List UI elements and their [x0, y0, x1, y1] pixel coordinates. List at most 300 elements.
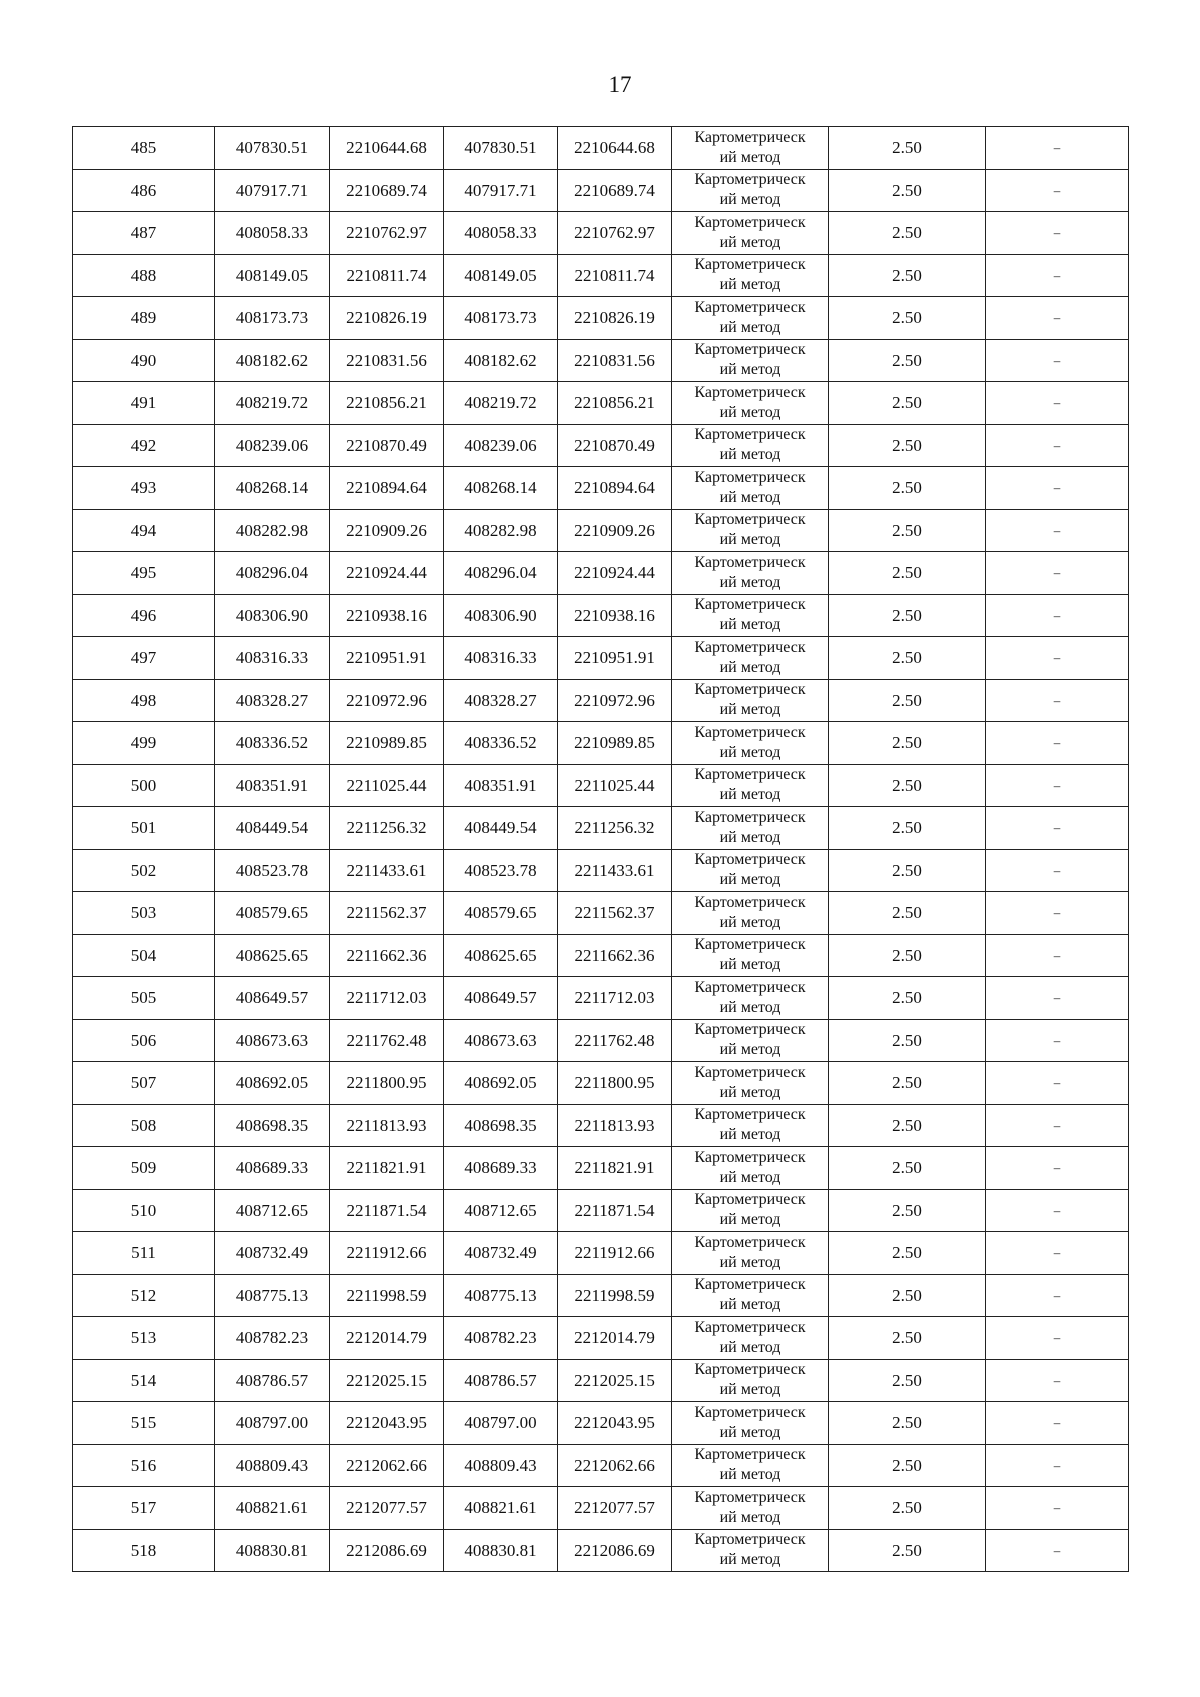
- method-cell: [672, 1104, 829, 1147]
- y-coordinate-cell: 2212014.79: [558, 1317, 672, 1360]
- point-number-cell: 485: [73, 127, 215, 170]
- point-number-cell: 514: [73, 1359, 215, 1402]
- note-cell: –: [986, 169, 1129, 212]
- method-cell: [672, 1189, 829, 1232]
- y-coordinate-cell: 2212086.69: [558, 1529, 672, 1572]
- point-number-cell: 510: [73, 1189, 215, 1232]
- method-text-line-1: Картометрическ: [694, 1446, 806, 1464]
- method-text-line-2: ий метод: [719, 786, 781, 804]
- method-text-line-1: Картометрическ: [694, 681, 806, 699]
- point-number-cell: 494: [73, 509, 215, 552]
- table-row: [73, 1402, 1129, 1445]
- method-text-line-2: ий метод: [719, 403, 781, 421]
- point-number-cell: 500: [73, 764, 215, 807]
- method-text-line-1: Картометрическ: [694, 468, 806, 486]
- x-coordinate-cell: 408775.13: [444, 1274, 558, 1317]
- y-coordinate-cell: 2210826.19: [558, 297, 672, 340]
- y-coordinate-cell: 2210689.74: [558, 169, 672, 212]
- x-coordinate-cell: 408328.27: [215, 679, 330, 722]
- y-coordinate-cell: 2211813.93: [558, 1104, 672, 1147]
- method-text-line-2: ий метод: [719, 616, 781, 634]
- method-cell: [672, 1317, 829, 1360]
- method-text-line-2: ий метод: [719, 828, 781, 846]
- method-text-line-2: ий метод: [719, 361, 781, 379]
- method-text-line-2: ий метод: [719, 743, 781, 761]
- method-text-line-2: ий метод: [719, 1423, 781, 1441]
- y-coordinate-cell: 2212086.69: [330, 1529, 444, 1572]
- table-row: [73, 637, 1129, 680]
- point-number-cell: 511: [73, 1232, 215, 1275]
- point-number-cell: 501: [73, 807, 215, 850]
- accuracy-cell: 2.50: [829, 594, 986, 637]
- table-row: [73, 1444, 1129, 1487]
- method-text-line-1: Картометрическ: [694, 766, 806, 784]
- method-cell: [672, 467, 829, 510]
- point-number-cell: 512: [73, 1274, 215, 1317]
- table-row: [73, 977, 1129, 1020]
- x-coordinate-cell: 408523.78: [444, 849, 558, 892]
- x-coordinate-cell: 408698.35: [215, 1104, 330, 1147]
- method-text-line-2: ий метод: [719, 531, 781, 549]
- note-cell: –: [986, 1529, 1129, 1572]
- method-text-line-1: Картометрическ: [694, 596, 806, 614]
- y-coordinate-cell: 2211912.66: [330, 1232, 444, 1275]
- note-cell: –: [986, 637, 1129, 680]
- point-number-cell: 502: [73, 849, 215, 892]
- note-cell: –: [986, 892, 1129, 935]
- method-text-line-2: ий метод: [719, 318, 781, 336]
- method-cell: [672, 552, 829, 595]
- x-coordinate-cell: 408821.61: [444, 1487, 558, 1530]
- x-coordinate-cell: 408689.33: [215, 1147, 330, 1190]
- accuracy-cell: 2.50: [829, 297, 986, 340]
- note-cell: –: [986, 807, 1129, 850]
- note-cell: –: [986, 127, 1129, 170]
- method-text-line-2: ий метод: [719, 1508, 781, 1526]
- y-coordinate-cell: 2211871.54: [330, 1189, 444, 1232]
- method-text-line-2: ий метод: [719, 148, 781, 166]
- table-row: [73, 169, 1129, 212]
- y-coordinate-cell: 2210894.64: [330, 467, 444, 510]
- table-row: [73, 552, 1129, 595]
- table-row: [73, 764, 1129, 807]
- method-text-line-1: Картометрическ: [694, 1191, 806, 1209]
- method-text-line-1: Картометрическ: [694, 1361, 806, 1379]
- table-row: [73, 594, 1129, 637]
- x-coordinate-cell: 408579.65: [444, 892, 558, 935]
- x-coordinate-cell: 408282.98: [444, 509, 558, 552]
- x-coordinate-cell: 408579.65: [215, 892, 330, 935]
- table-body: [73, 127, 1129, 1572]
- y-coordinate-cell: 2210938.16: [330, 594, 444, 637]
- point-number-cell: 493: [73, 467, 215, 510]
- accuracy-cell: 2.50: [829, 339, 986, 382]
- table-row: [73, 892, 1129, 935]
- method-text-line-1: Картометрическ: [694, 851, 806, 869]
- y-coordinate-cell: 2210924.44: [558, 552, 672, 595]
- method-text-line-1: Картометрическ: [694, 298, 806, 316]
- x-coordinate-cell: 408058.33: [444, 212, 558, 255]
- x-coordinate-cell: 408239.06: [444, 424, 558, 467]
- point-number-cell: 491: [73, 382, 215, 425]
- method-text-line-2: ий метод: [719, 1126, 781, 1144]
- x-coordinate-cell: 408449.54: [444, 807, 558, 850]
- method-text-line-1: Картометрическ: [694, 256, 806, 274]
- y-coordinate-cell: 2210989.85: [330, 722, 444, 765]
- x-coordinate-cell: 408182.62: [215, 339, 330, 382]
- accuracy-cell: 2.50: [829, 424, 986, 467]
- point-number-cell: 504: [73, 934, 215, 977]
- table-row: [73, 1062, 1129, 1105]
- note-cell: –: [986, 1359, 1129, 1402]
- method-text-line-1: Картометрическ: [694, 936, 806, 954]
- x-coordinate-cell: 408732.49: [215, 1232, 330, 1275]
- method-text-line-1: Картометрическ: [694, 553, 806, 571]
- x-coordinate-cell: 408797.00: [215, 1402, 330, 1445]
- y-coordinate-cell: 2211662.36: [330, 934, 444, 977]
- method-cell: [672, 807, 829, 850]
- method-text-line-1: Картометрическ: [694, 1148, 806, 1166]
- y-coordinate-cell: 2210689.74: [330, 169, 444, 212]
- y-coordinate-cell: 2211800.95: [330, 1062, 444, 1105]
- x-coordinate-cell: 408282.98: [215, 509, 330, 552]
- method-cell: [672, 254, 829, 297]
- method-cell: [672, 1147, 829, 1190]
- x-coordinate-cell: 407917.71: [215, 169, 330, 212]
- y-coordinate-cell: 2210909.26: [558, 509, 672, 552]
- method-cell: [672, 1402, 829, 1445]
- note-cell: –: [986, 1104, 1129, 1147]
- x-coordinate-cell: 408173.73: [444, 297, 558, 340]
- note-cell: –: [986, 339, 1129, 382]
- x-coordinate-cell: 408058.33: [215, 212, 330, 255]
- x-coordinate-cell: 407830.51: [215, 127, 330, 170]
- accuracy-cell: 2.50: [829, 1189, 986, 1232]
- accuracy-cell: 2.50: [829, 1529, 986, 1572]
- note-cell: –: [986, 1232, 1129, 1275]
- note-cell: –: [986, 594, 1129, 637]
- y-coordinate-cell: 2212077.57: [330, 1487, 444, 1530]
- table-row: [73, 424, 1129, 467]
- x-coordinate-cell: 408712.65: [444, 1189, 558, 1232]
- x-coordinate-cell: 408268.14: [215, 467, 330, 510]
- y-coordinate-cell: 2212025.15: [558, 1359, 672, 1402]
- y-coordinate-cell: 2210951.91: [330, 637, 444, 680]
- method-text-line-2: ий метод: [719, 233, 781, 251]
- note-cell: –: [986, 297, 1129, 340]
- accuracy-cell: 2.50: [829, 764, 986, 807]
- y-coordinate-cell: 2210811.74: [330, 254, 444, 297]
- accuracy-cell: 2.50: [829, 849, 986, 892]
- x-coordinate-cell: 408336.52: [215, 722, 330, 765]
- method-cell: [672, 1274, 829, 1317]
- x-coordinate-cell: 408328.27: [444, 679, 558, 722]
- method-text-line-2: ий метод: [719, 446, 781, 464]
- x-coordinate-cell: 408692.05: [444, 1062, 558, 1105]
- note-cell: –: [986, 467, 1129, 510]
- method-text-line-1: Картометрическ: [694, 383, 806, 401]
- accuracy-cell: 2.50: [829, 892, 986, 935]
- x-coordinate-cell: 408625.65: [444, 934, 558, 977]
- x-coordinate-cell: 408219.72: [215, 382, 330, 425]
- x-coordinate-cell: 407917.71: [444, 169, 558, 212]
- method-text-line-1: Картометрическ: [694, 1021, 806, 1039]
- method-text-line-1: Картометрическ: [694, 893, 806, 911]
- y-coordinate-cell: 2211998.59: [558, 1274, 672, 1317]
- method-text-line-2: ий метод: [719, 871, 781, 889]
- y-coordinate-cell: 2210951.91: [558, 637, 672, 680]
- point-number-cell: 507: [73, 1062, 215, 1105]
- note-cell: –: [986, 849, 1129, 892]
- method-cell: [672, 1359, 829, 1402]
- coordinates-table: [72, 126, 1129, 1572]
- y-coordinate-cell: 2211762.48: [330, 1019, 444, 1062]
- point-number-cell: 492: [73, 424, 215, 467]
- method-text-line-1: Картометрическ: [694, 1063, 806, 1081]
- method-text-line-1: Картометрическ: [694, 171, 806, 189]
- method-text-line-2: ий метод: [719, 956, 781, 974]
- method-cell: [672, 679, 829, 722]
- point-number-cell: 516: [73, 1444, 215, 1487]
- method-cell: [672, 1019, 829, 1062]
- x-coordinate-cell: 408649.57: [215, 977, 330, 1020]
- accuracy-cell: 2.50: [829, 722, 986, 765]
- method-text-line-2: ий метод: [719, 1041, 781, 1059]
- method-text-line-2: ий метод: [719, 1466, 781, 1484]
- x-coordinate-cell: 408316.33: [215, 637, 330, 680]
- table-row: [73, 1147, 1129, 1190]
- accuracy-cell: 2.50: [829, 679, 986, 722]
- note-cell: –: [986, 722, 1129, 765]
- x-coordinate-cell: 408732.49: [444, 1232, 558, 1275]
- note-cell: –: [986, 254, 1129, 297]
- method-cell: [672, 127, 829, 170]
- method-cell: [672, 1232, 829, 1275]
- y-coordinate-cell: 2211025.44: [330, 764, 444, 807]
- method-text-line-2: ий метод: [719, 573, 781, 591]
- table-row: [73, 1232, 1129, 1275]
- x-coordinate-cell: 408692.05: [215, 1062, 330, 1105]
- table-row: [73, 127, 1129, 170]
- method-text-line-1: Картометрическ: [694, 1403, 806, 1421]
- note-cell: –: [986, 509, 1129, 552]
- y-coordinate-cell: 2212025.15: [330, 1359, 444, 1402]
- point-number-cell: 518: [73, 1529, 215, 1572]
- point-number-cell: 509: [73, 1147, 215, 1190]
- method-cell: [672, 297, 829, 340]
- table-row: [73, 1274, 1129, 1317]
- method-cell: [672, 339, 829, 382]
- method-cell: [672, 1444, 829, 1487]
- method-cell: [672, 509, 829, 552]
- x-coordinate-cell: 408775.13: [215, 1274, 330, 1317]
- note-cell: –: [986, 934, 1129, 977]
- y-coordinate-cell: 2210831.56: [558, 339, 672, 382]
- y-coordinate-cell: 2211712.03: [558, 977, 672, 1020]
- x-coordinate-cell: 408786.57: [215, 1359, 330, 1402]
- method-cell: [672, 722, 829, 765]
- x-coordinate-cell: 408782.23: [444, 1317, 558, 1360]
- method-text-line-2: ий метод: [719, 998, 781, 1016]
- y-coordinate-cell: 2212077.57: [558, 1487, 672, 1530]
- method-cell: [672, 1487, 829, 1530]
- table-row: [73, 1019, 1129, 1062]
- x-coordinate-cell: 408673.63: [215, 1019, 330, 1062]
- x-coordinate-cell: 408809.43: [444, 1444, 558, 1487]
- method-cell: [672, 934, 829, 977]
- y-coordinate-cell: 2210856.21: [558, 382, 672, 425]
- table-row: [73, 934, 1129, 977]
- point-number-cell: 495: [73, 552, 215, 595]
- note-cell: –: [986, 1402, 1129, 1445]
- note-cell: –: [986, 1062, 1129, 1105]
- method-cell: [672, 212, 829, 255]
- table-row: [73, 297, 1129, 340]
- y-coordinate-cell: 2210831.56: [330, 339, 444, 382]
- x-coordinate-cell: 408336.52: [444, 722, 558, 765]
- y-coordinate-cell: 2210989.85: [558, 722, 672, 765]
- point-number-cell: 508: [73, 1104, 215, 1147]
- method-text-line-1: Картометрическ: [694, 341, 806, 359]
- x-coordinate-cell: 408173.73: [215, 297, 330, 340]
- x-coordinate-cell: 408351.91: [444, 764, 558, 807]
- x-coordinate-cell: 408351.91: [215, 764, 330, 807]
- x-coordinate-cell: 408830.81: [215, 1529, 330, 1572]
- table-row: [73, 679, 1129, 722]
- accuracy-cell: 2.50: [829, 1444, 986, 1487]
- table-row: [73, 1529, 1129, 1572]
- x-coordinate-cell: 408649.57: [444, 977, 558, 1020]
- y-coordinate-cell: 2211562.37: [330, 892, 444, 935]
- y-coordinate-cell: 2212043.95: [558, 1402, 672, 1445]
- method-text-line-2: ий метод: [719, 488, 781, 506]
- x-coordinate-cell: 408296.04: [215, 552, 330, 595]
- accuracy-cell: 2.50: [829, 552, 986, 595]
- point-number-cell: 515: [73, 1402, 215, 1445]
- method-text-line-2: ий метод: [719, 913, 781, 931]
- table-row: [73, 467, 1129, 510]
- point-number-cell: 517: [73, 1487, 215, 1530]
- x-coordinate-cell: 408712.65: [215, 1189, 330, 1232]
- accuracy-cell: 2.50: [829, 1274, 986, 1317]
- x-coordinate-cell: 408316.33: [444, 637, 558, 680]
- x-coordinate-cell: 408797.00: [444, 1402, 558, 1445]
- accuracy-cell: 2.50: [829, 382, 986, 425]
- method-cell: [672, 892, 829, 935]
- table-row: [73, 254, 1129, 297]
- y-coordinate-cell: 2211998.59: [330, 1274, 444, 1317]
- table-row: [73, 1317, 1129, 1360]
- method-text-line-1: Картометрическ: [694, 1276, 806, 1294]
- table-row: [73, 1487, 1129, 1530]
- accuracy-cell: 2.50: [829, 807, 986, 850]
- x-coordinate-cell: 407830.51: [444, 127, 558, 170]
- x-coordinate-cell: 408523.78: [215, 849, 330, 892]
- x-coordinate-cell: 408809.43: [215, 1444, 330, 1487]
- x-coordinate-cell: 408449.54: [215, 807, 330, 850]
- x-coordinate-cell: 408698.35: [444, 1104, 558, 1147]
- method-text-line-1: Картометрическ: [694, 1488, 806, 1506]
- table-row: [73, 1359, 1129, 1402]
- accuracy-cell: 2.50: [829, 467, 986, 510]
- x-coordinate-cell: 408786.57: [444, 1359, 558, 1402]
- point-number-cell: 505: [73, 977, 215, 1020]
- table-row: [73, 212, 1129, 255]
- method-text-line-1: Картометрическ: [694, 213, 806, 231]
- point-number-cell: 489: [73, 297, 215, 340]
- y-coordinate-cell: 2210826.19: [330, 297, 444, 340]
- y-coordinate-cell: 2210938.16: [558, 594, 672, 637]
- accuracy-cell: 2.50: [829, 509, 986, 552]
- note-cell: –: [986, 552, 1129, 595]
- note-cell: –: [986, 1317, 1129, 1360]
- x-coordinate-cell: 408625.65: [215, 934, 330, 977]
- method-text-line-2: ий метод: [719, 1211, 781, 1229]
- y-coordinate-cell: 2211562.37: [558, 892, 672, 935]
- method-text-line-2: ий метод: [719, 658, 781, 676]
- point-number-cell: 490: [73, 339, 215, 382]
- method-text-line-2: ий метод: [719, 701, 781, 719]
- note-cell: –: [986, 1444, 1129, 1487]
- table-row: [73, 849, 1129, 892]
- point-number-cell: 497: [73, 637, 215, 680]
- y-coordinate-cell: 2210894.64: [558, 467, 672, 510]
- accuracy-cell: 2.50: [829, 127, 986, 170]
- table-row: [73, 509, 1129, 552]
- method-text-line-1: Картометрическ: [694, 1106, 806, 1124]
- accuracy-cell: 2.50: [829, 934, 986, 977]
- accuracy-cell: 2.50: [829, 169, 986, 212]
- accuracy-cell: 2.50: [829, 1487, 986, 1530]
- x-coordinate-cell: 408830.81: [444, 1529, 558, 1572]
- y-coordinate-cell: 2211025.44: [558, 764, 672, 807]
- y-coordinate-cell: 2212062.66: [558, 1444, 672, 1487]
- accuracy-cell: 2.50: [829, 1147, 986, 1190]
- accuracy-cell: 2.50: [829, 1402, 986, 1445]
- accuracy-cell: 2.50: [829, 1062, 986, 1105]
- method-text-line-1: Картометрическ: [694, 978, 806, 996]
- table-row: [73, 339, 1129, 382]
- method-text-line-1: Картометрическ: [694, 1531, 806, 1549]
- method-text-line-2: ий метод: [719, 1381, 781, 1399]
- method-cell: [672, 637, 829, 680]
- note-cell: –: [986, 1147, 1129, 1190]
- method-text-line-1: Картометрическ: [694, 808, 806, 826]
- accuracy-cell: 2.50: [829, 1317, 986, 1360]
- method-text-line-1: Картометрическ: [694, 426, 806, 444]
- y-coordinate-cell: 2210644.68: [558, 127, 672, 170]
- point-number-cell: 488: [73, 254, 215, 297]
- method-text-line-1: Картометрическ: [694, 638, 806, 656]
- method-text-line-2: ий метод: [719, 1168, 781, 1186]
- method-cell: [672, 764, 829, 807]
- note-cell: –: [986, 679, 1129, 722]
- point-number-cell: 496: [73, 594, 215, 637]
- note-cell: –: [986, 1274, 1129, 1317]
- method-text-line-2: ий метод: [719, 1551, 781, 1569]
- method-cell: [672, 849, 829, 892]
- table-row: [73, 807, 1129, 850]
- method-text-line-2: ий метод: [719, 1296, 781, 1314]
- point-number-cell: 513: [73, 1317, 215, 1360]
- method-text-line-2: ий метод: [719, 1338, 781, 1356]
- y-coordinate-cell: 2211256.32: [330, 807, 444, 850]
- y-coordinate-cell: 2211912.66: [558, 1232, 672, 1275]
- method-text-line-2: ий метод: [719, 1253, 781, 1271]
- note-cell: –: [986, 1019, 1129, 1062]
- point-number-cell: 499: [73, 722, 215, 765]
- method-cell: [672, 1062, 829, 1105]
